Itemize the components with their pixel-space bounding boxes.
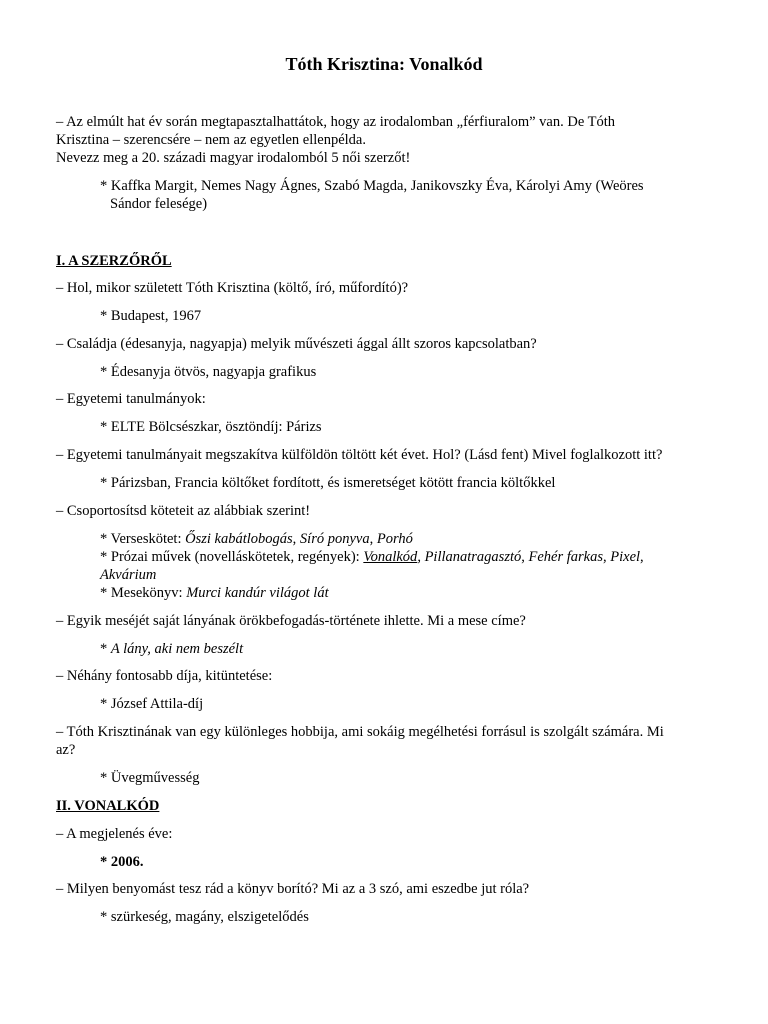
book-title: Pixel bbox=[610, 549, 641, 565]
label: * Verseskötet: bbox=[100, 531, 186, 547]
answer: * ELTE Bölcsészkar, ösztöndíj: Párizs bbox=[100, 419, 322, 435]
book-title: Pillanatragasztó bbox=[424, 549, 522, 565]
question: – A megjelenés éve: bbox=[56, 826, 173, 842]
intro-line: – Az elmúlt hat év során megtapasztalhattátok, hogy az irodalomban „férfiuralom” van. De Tóth bbox=[56, 114, 616, 130]
separator: , bbox=[292, 531, 300, 547]
answer-tales bbox=[100, 584, 660, 602]
question: – Hol, mikor született Tóth Krisztina (költő, író, műfordító)? bbox=[56, 280, 409, 296]
answer-prose bbox=[100, 548, 660, 566]
question: – Néhány fontosabb díja, kitüntetése: bbox=[56, 668, 273, 684]
intro-question bbox=[56, 113, 716, 167]
answer: * Üvegművesség bbox=[100, 770, 200, 786]
label: * Prózai művek (novelláskötetek, regények): bbox=[100, 549, 364, 565]
intro-answer bbox=[100, 177, 720, 213]
answer-verses bbox=[100, 530, 660, 548]
book-title: Őszi kabátlobogás bbox=[185, 531, 293, 547]
bullet: * bbox=[100, 641, 111, 657]
question bbox=[56, 723, 716, 759]
answer: * Párizsban, Francia költőket fordított, és ismeretséget kötött francia költőkkel bbox=[100, 475, 556, 491]
separator: , bbox=[521, 549, 529, 565]
answer: * Édesanyja ötvös, nagyapja grafikus bbox=[100, 364, 317, 380]
answer: * szürkeség, magány, elszigetelődés bbox=[100, 909, 309, 925]
book-title: Akvárium bbox=[100, 567, 157, 583]
answer bbox=[100, 640, 710, 658]
intro-line: Krisztina – szerencsére – nem az egyetlen ellenpélda. bbox=[56, 132, 366, 148]
answer-line: * Kaffka Margit, Nemes Nagy Ágnes, Szabó Magda, Janikovszky Éva, Károlyi Amy (Weöres bbox=[100, 178, 644, 194]
answer-line: Sándor felesége) bbox=[110, 196, 208, 212]
question-line: – Tóth Krisztinának van egy különleges hobbija, ami sokáig megélhetési forrásul is szolgált számára. Mi bbox=[56, 724, 664, 740]
separator: , bbox=[640, 549, 644, 565]
question: – Egyetemi tanulmányait megszakítva külföldön töltött két évet. Hol? (Lásd fent) Mivel foglalkozott itt? bbox=[56, 447, 663, 463]
document-title: Tóth Krisztina: Vonalkód bbox=[285, 54, 483, 74]
label: * Mesekönyv: bbox=[100, 585, 187, 601]
intro-line: Nevezz meg a 20. századi magyar irodalomból 5 női szerzőt! bbox=[56, 150, 411, 166]
book-title: Vonalkód bbox=[363, 549, 418, 565]
answer: * 2006. bbox=[100, 854, 144, 870]
question: – Családja (édesanyja, nagyapja) melyik művészeti ággal állt szoros kapcsolatban? bbox=[56, 336, 537, 352]
question: – Egyetemi tanulmányok: bbox=[56, 391, 206, 407]
answer-prose-cont bbox=[100, 566, 660, 584]
question: – Csoportosítsd köteteit az alábbiak szerint! bbox=[56, 503, 311, 519]
question: – Milyen benyomást tesz rád a könyv borító? Mi az a 3 szó, ami eszedbe jut róla? bbox=[56, 881, 530, 897]
answer-groups bbox=[100, 530, 660, 602]
question: – Egyik meséjét saját lányának örökbefogadás-története ihlette. Mi a mese címe? bbox=[56, 613, 526, 629]
separator: , bbox=[369, 531, 377, 547]
question-line: az? bbox=[56, 742, 76, 758]
book-title: Fehér farkas bbox=[528, 549, 603, 565]
book-title: Murci kandúr világot lát bbox=[186, 585, 329, 601]
section-heading: II. VONALKÓD bbox=[56, 798, 160, 814]
separator: , bbox=[603, 549, 611, 565]
separator: , bbox=[417, 549, 425, 565]
book-title: A lány, aki nem beszélt bbox=[110, 641, 244, 657]
section-heading: I. A SZERZŐRŐL bbox=[56, 253, 172, 269]
answer: * József Attila-díj bbox=[100, 696, 204, 712]
answer: * Budapest, 1967 bbox=[100, 308, 202, 324]
book-title: Síró ponyva bbox=[299, 531, 370, 547]
book-title: Porhó bbox=[376, 531, 413, 547]
